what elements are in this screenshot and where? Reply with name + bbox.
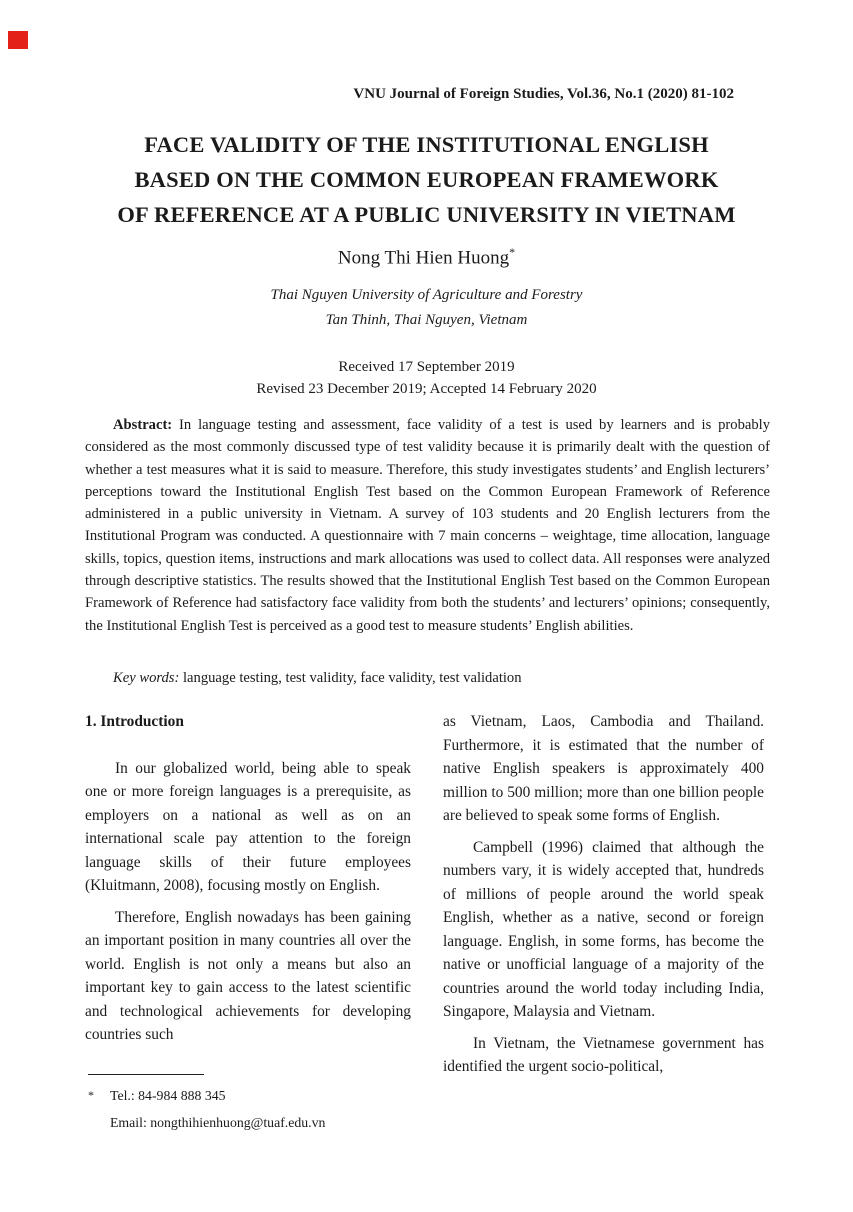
red-annotation-marker [8,31,28,49]
footnote-email: Email: nongthihienhuong@tuaf.edu.vn [110,1115,326,1130]
left-paragraph-1: In our globalized world, being able to speak one or more foreign languages is a prerequisite, as employers on a national as well as on an international scale pay attention to the foreign language skills of their future employees (Kluitmann, 2008), focusing mostly on English. [85,759,411,894]
revised-accepted-date: Revised 23 December 2019; Accepted 14 February 2020 [256,381,597,397]
right-paragraph-3: In Vietnam, the Vietnamese government has identified the urgent socio-political, [443,1034,764,1075]
paper-title [0,127,853,232]
right-paragraph-1: as Vietnam, Laos, Cambodia and Thailand. Furthermore, it is estimated that the number of native English speakers is approximately 400 million to 500 million; more than one billion people are believed to speak some forms of English. [443,713,764,824]
author-name: Nong Thi Hien Huong [337,247,510,269]
footnote [88,1082,428,1136]
affiliation-line-1: Thai Nguyen University of Agriculture and Forestry [270,287,583,303]
paper-title-line-3: OF REFERENCE AT A PUBLIC UNIVERSITY IN VIETNAM [117,202,736,227]
section-heading-introduction: 1. Introduction [85,713,184,730]
left-column [85,710,411,1055]
footnote-tel-row [88,1082,428,1109]
paper-title-line-2: BASED ON THE COMMON EUROPEAN FRAMEWORK [134,167,719,192]
journal-header: VNU Journal of Foreign Studies, Vol.36, No.1 (2020) 81-102 [353,86,734,102]
keywords-label: Key words: [113,670,180,686]
keywords-text: language testing, test validity, face validity, test validation [179,670,522,686]
footnote-divider [88,1074,204,1075]
author-footnote-marker: * [509,245,516,259]
footnote-marker: * [88,1088,94,1102]
abstract-text: In language testing and assessment, face validity of a test is used by learners and is probably considered as the most commonly discussed type of test validity because it is primarily dealt with the question of whether a test measures what it is said to measure. Therefore, this study investigates students’ and English lecturers’ perceptions toward the Institutional English Test based on the Common European Framework of Reference administered in a public university in Vietnam. A survey of 103 students and 20 English lecturers from the Institutional Program was conducted. A questionnaire with 7 main concerns – weightage, time allocation, language skills, topics, question items, instructions and mark allocations was used to collect data. All responses were analyzed through descriptive statistics. The results showed that the Institutional English Test based on the Common European Framework of Reference had satisfactory face validity from both the students’ and lecturers’ opinions; consequently, the Institutional English Test is perceived as a good test to measure students’ English abilities. [85,417,770,634]
left-paragraph-2: Therefore, English nowadays has been gaining an important position in many countries all over the world. English is not only a means but also an important key to gain access to the latest scientific and technological achievements for developing countries such [85,908,411,1043]
right-column [443,710,764,1087]
keywords [85,670,770,687]
abstract-label: Abstract: [113,417,173,433]
received-date: Received 17 September 2019 [338,359,515,375]
paper-title-line-1: FACE VALIDITY OF THE INSTITUTIONAL ENGLISH [144,132,709,157]
affiliation-line-2: Tan Thinh, Thai Nguyen, Vietnam [325,312,528,328]
footnote-tel: Tel.: 84-984 888 345 [110,1088,226,1103]
author-line [0,245,853,269]
abstract [85,414,770,637]
right-paragraph-2: Campbell (1996) claimed that although the numbers vary, it is widely accepted that, hundreds of millions of people around the world speak English, whether as a native, second or foreign language. English, in some forms, has become the native or unofficial language of a majority of the countries around the world today including India, Singapore, Malaysia and Vietnam. [443,838,764,1020]
